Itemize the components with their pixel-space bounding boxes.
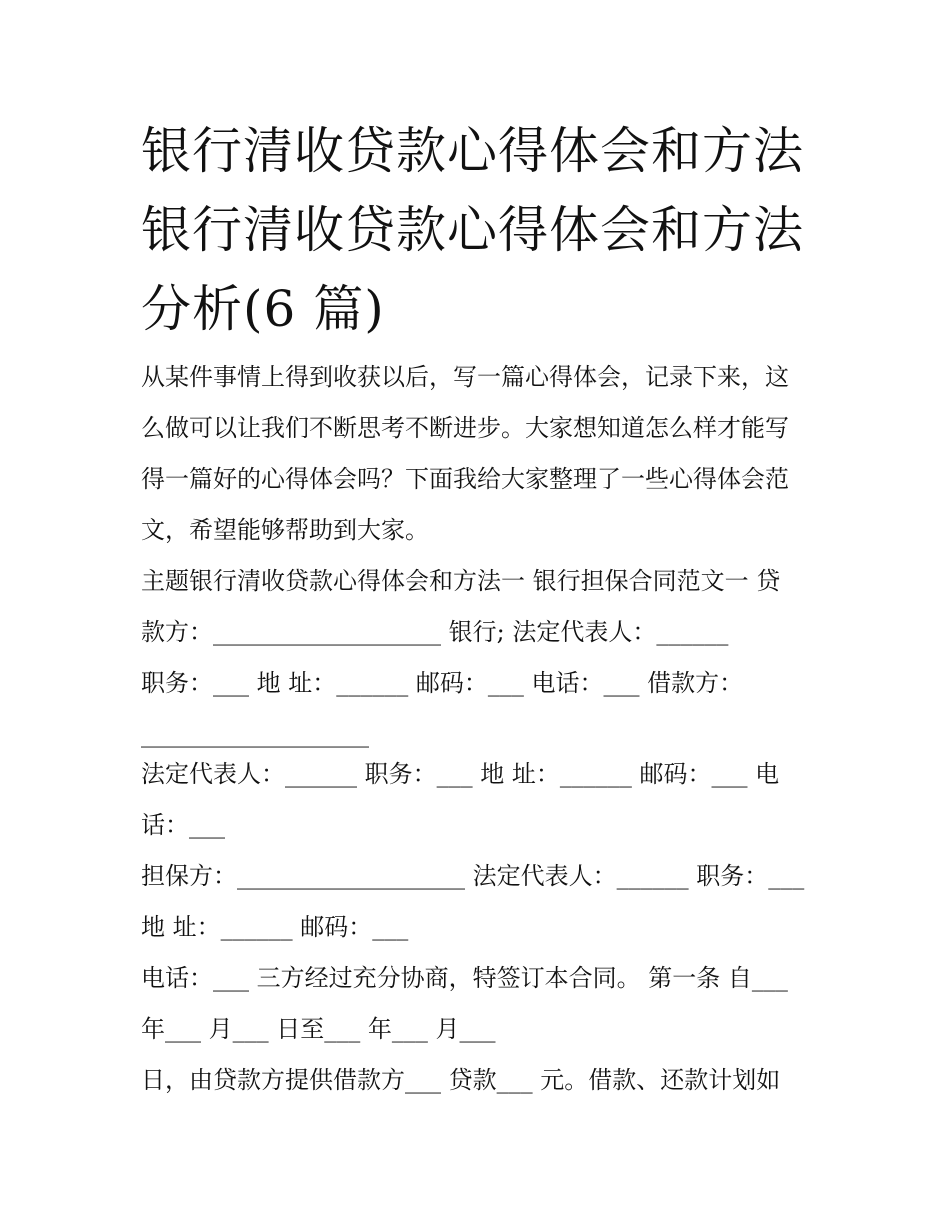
body-line: 电话：___ 三方经过充分协商，特签订本合同。 第一条 自___	[141, 964, 788, 992]
body-line: 得一篇好的心得体会吗？下面我给大家整理了一些心得体会范	[141, 465, 789, 493]
body-line: 话：___	[141, 811, 225, 839]
document-body	[141, 352, 821, 1106]
body-line: 担保方：___________________ 法定代表人：______ 职务：___	[141, 862, 805, 890]
body-line: 主题银行清收贷款心得体会和方法一 银行担保合同范文一 贷	[141, 567, 781, 595]
title-line: 银行清收贷款心得体会和方法	[141, 201, 804, 259]
body-line: 么做可以让我们不断思考不断进步。大家想知道怎么样才能写	[141, 414, 789, 442]
title-line: 银行清收贷款心得体会和方法	[141, 122, 804, 180]
document-title	[141, 112, 841, 349]
body-line: 从某件事情上得到收获以后，写一篇心得体会，记录下来，这	[141, 363, 789, 391]
body-line: 地 址：______ 邮码：___	[141, 913, 409, 941]
title-line: 分析(6 篇)	[141, 280, 385, 338]
body-line: 法定代表人：______ 职务：___ 地 址：______ 邮码：___ 电	[141, 760, 780, 788]
body-line: ___________________	[141, 720, 369, 748]
body-line: 日，由贷款方提供借款方___ 贷款___ 元。借款、还款计划如	[141, 1066, 781, 1094]
body-line: 款方：___________________ 银行; 法定代表人：______	[141, 618, 729, 646]
body-line: 职务：___ 地 址：______ 邮码：___ 电话：___ 借款方：	[141, 669, 744, 697]
body-line: 年___ 月___ 日至___ 年___ 月___	[141, 1015, 496, 1043]
body-line: 文，希望能够帮助到大家。	[141, 516, 429, 544]
